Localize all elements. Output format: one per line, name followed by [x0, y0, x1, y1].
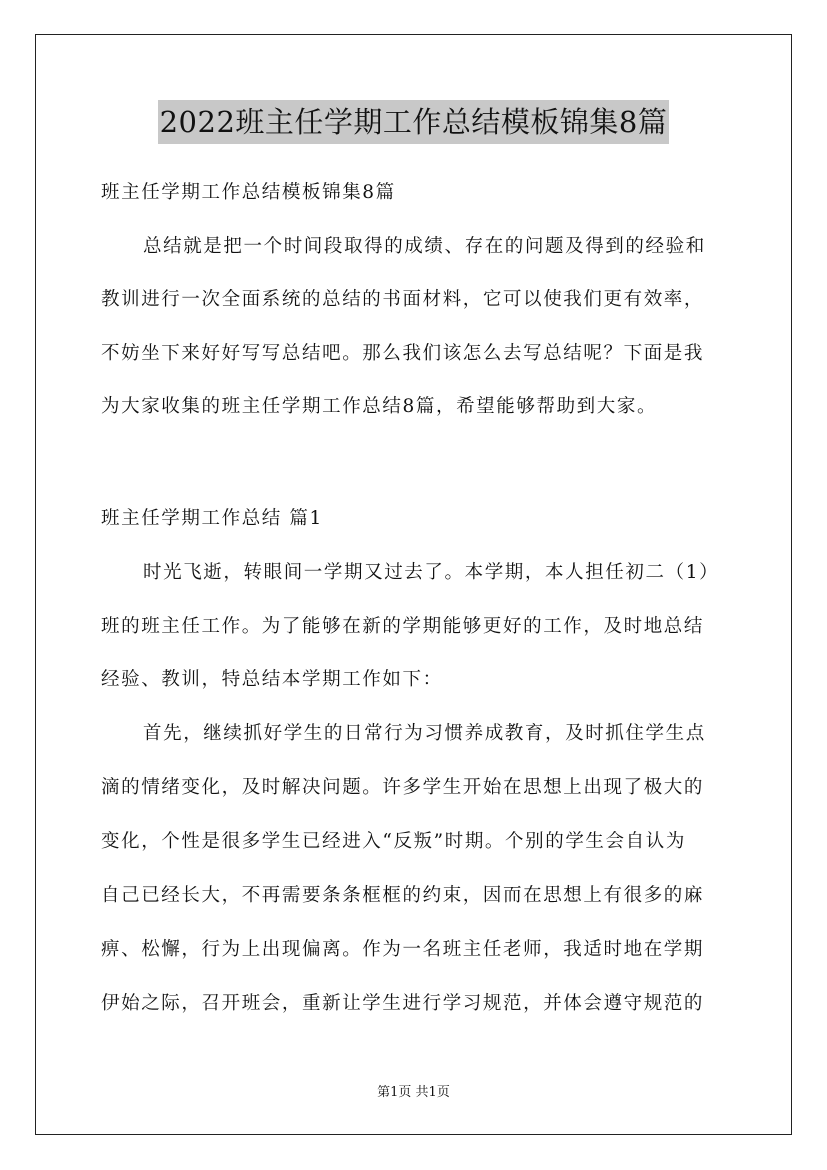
intro-line: 为大家收集的班主任学期工作总结8篇，希望能够帮助到大家。 [101, 396, 658, 417]
paragraph-line: 滴的情绪变化，及时解决问题。许多学生开始在思想上出现了极大的 [101, 777, 705, 798]
paragraph-line: 自己已经长大，不再需要条条框框的约束，因而在思想上有很多的麻 [101, 885, 705, 906]
paragraph-line: 伊始之际，召开班会，重新让学生进行学习规范，并体会遵守规范的 [101, 993, 705, 1014]
document-title: 2022班主任学期工作总结模板锦集8篇 [158, 100, 670, 144]
intro-line: 教训进行一次全面系统的总结的书面材料，它可以使我们更有效率， [101, 289, 705, 310]
paragraph-line: 变化，个性是很多学生已经进入“反叛”时期。个别的学生会自认为 [101, 831, 686, 852]
page-footer: 第1页 共1页 [377, 1085, 450, 1100]
paragraph-line: 经验、教训，特总结本学期工作如下： [101, 669, 443, 690]
paragraph-line: 时光飞逝，转眼间一学期又过去了。本学期，本人担任初二（1） [143, 562, 720, 583]
title-container [0, 100, 827, 144]
paragraph-line: 痹、松懈，行为上出现偏离。作为一名班主任老师，我适时地在学期 [101, 939, 705, 960]
intro-line: 总结就是把一个时间段取得的成绩、存在的问题及得到的经验和 [143, 236, 706, 257]
subtitle: 班主任学期工作总结模板锦集8篇 [101, 182, 396, 203]
paragraph-line: 班的班主任工作。为了能够在新的学期能够更好的工作，及时地总结 [101, 616, 705, 637]
section-heading: 班主任学期工作总结 篇1 [101, 508, 323, 529]
paragraph-line: 首先，继续抓好学生的日常行为习惯养成教育，及时抓住学生点 [143, 723, 706, 744]
intro-line: 不妨坐下来好好写写总结吧。那么我们该怎么去写总结呢？下面是我 [101, 343, 705, 364]
